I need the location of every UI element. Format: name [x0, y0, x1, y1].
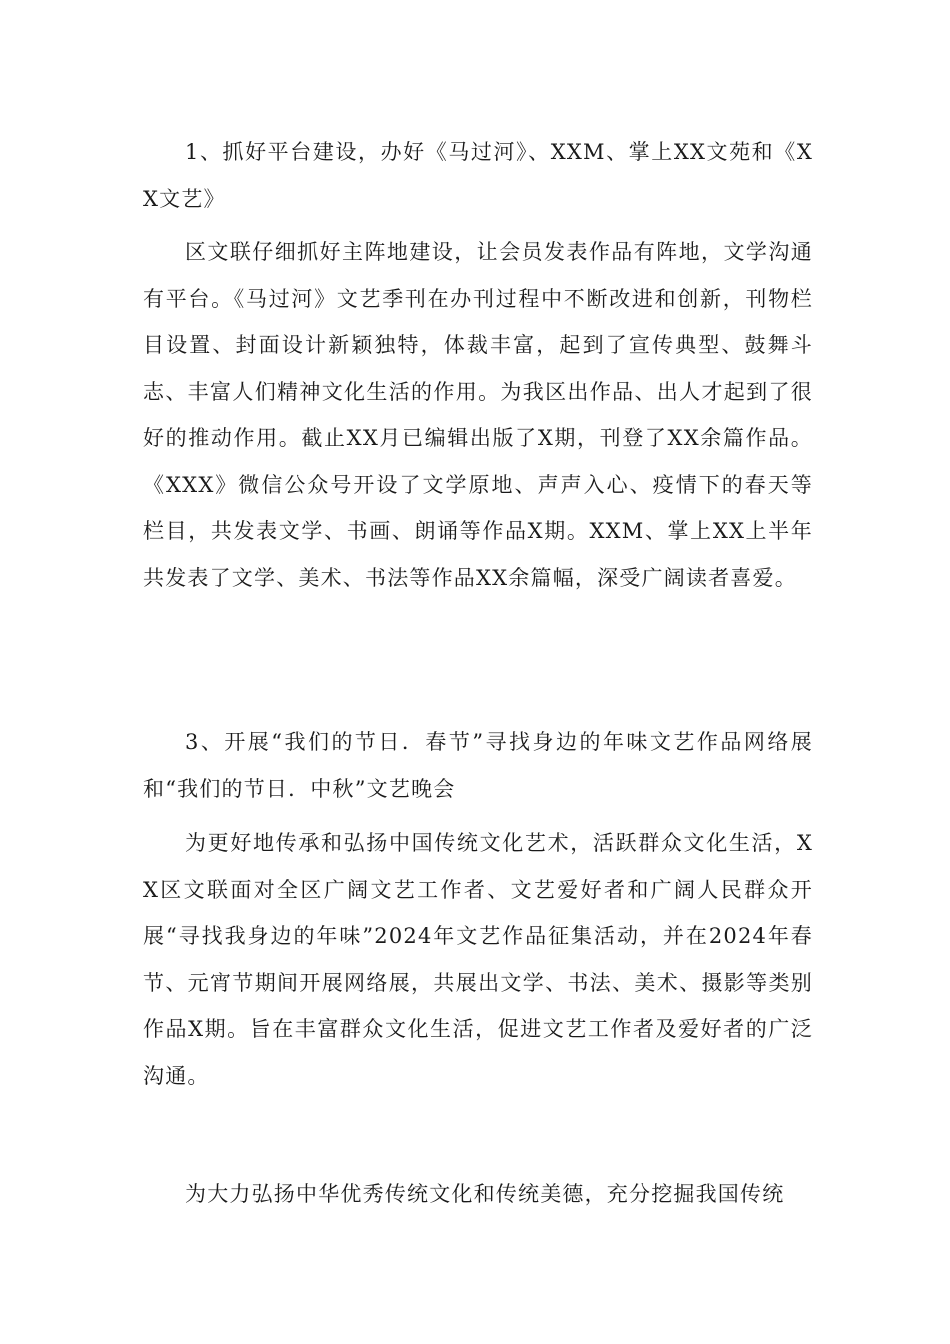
- paragraph-tradition-intro: 为大力弘扬中华优秀传统文化和传统美德，充分挖掘我国传统: [185, 1182, 785, 1206]
- paragraph-platform-body: 区文联仔细抓好主阵地建设，让会员发表作品有阵地，文学沟通有平台。《马过河》文艺季刊在办刊过程中不断改进和创新，刊物栏目设置、封面设计新颖独特，体裁丰富，起到了宣传典型、鼓舞斗志、丰富人们精神文化生活的作用。为我区出作品、出人才起到了很好的推动作用。截止XX月已编辑出版了X期，刊登了XX余篇作品。《XXX》微信公众号开设了文学原地、声声入心、疫情下的春天等栏目，共发表文学、书画、朗诵等作品X期。XXM、掌上XX上半年共发表了文学、美术、书法等作品XX余篇幅，深受广阔读者喜爱。: [143, 240, 813, 590]
- paragraph-festival-body: 为更好地传承和弘扬中国传统文化艺术，活跃群众文化生活，XX区文联面对全区广阔文艺工作者、文艺爱好者和广阔人民群众开展“寻找我身边的年味”2024年文艺作品征集活动，并在2024年春节、元宵节期间开展网络展，共展出文学、书法、美术、摄影等类别作品X期。旨在丰富群众文化生活，促进文艺工作者及爱好者的广泛沟通。: [143, 831, 813, 1088]
- section-heading-platform: 1、抓好平台建设，办好《马过河》、XXM、掌上XX文苑和《XX文艺》: [143, 140, 813, 211]
- section-heading-festival: 3、开展“我们的节日．春节”寻找身边的年味文艺作品网络展和“我们的节日．中秋”文艺晚会: [143, 730, 813, 801]
